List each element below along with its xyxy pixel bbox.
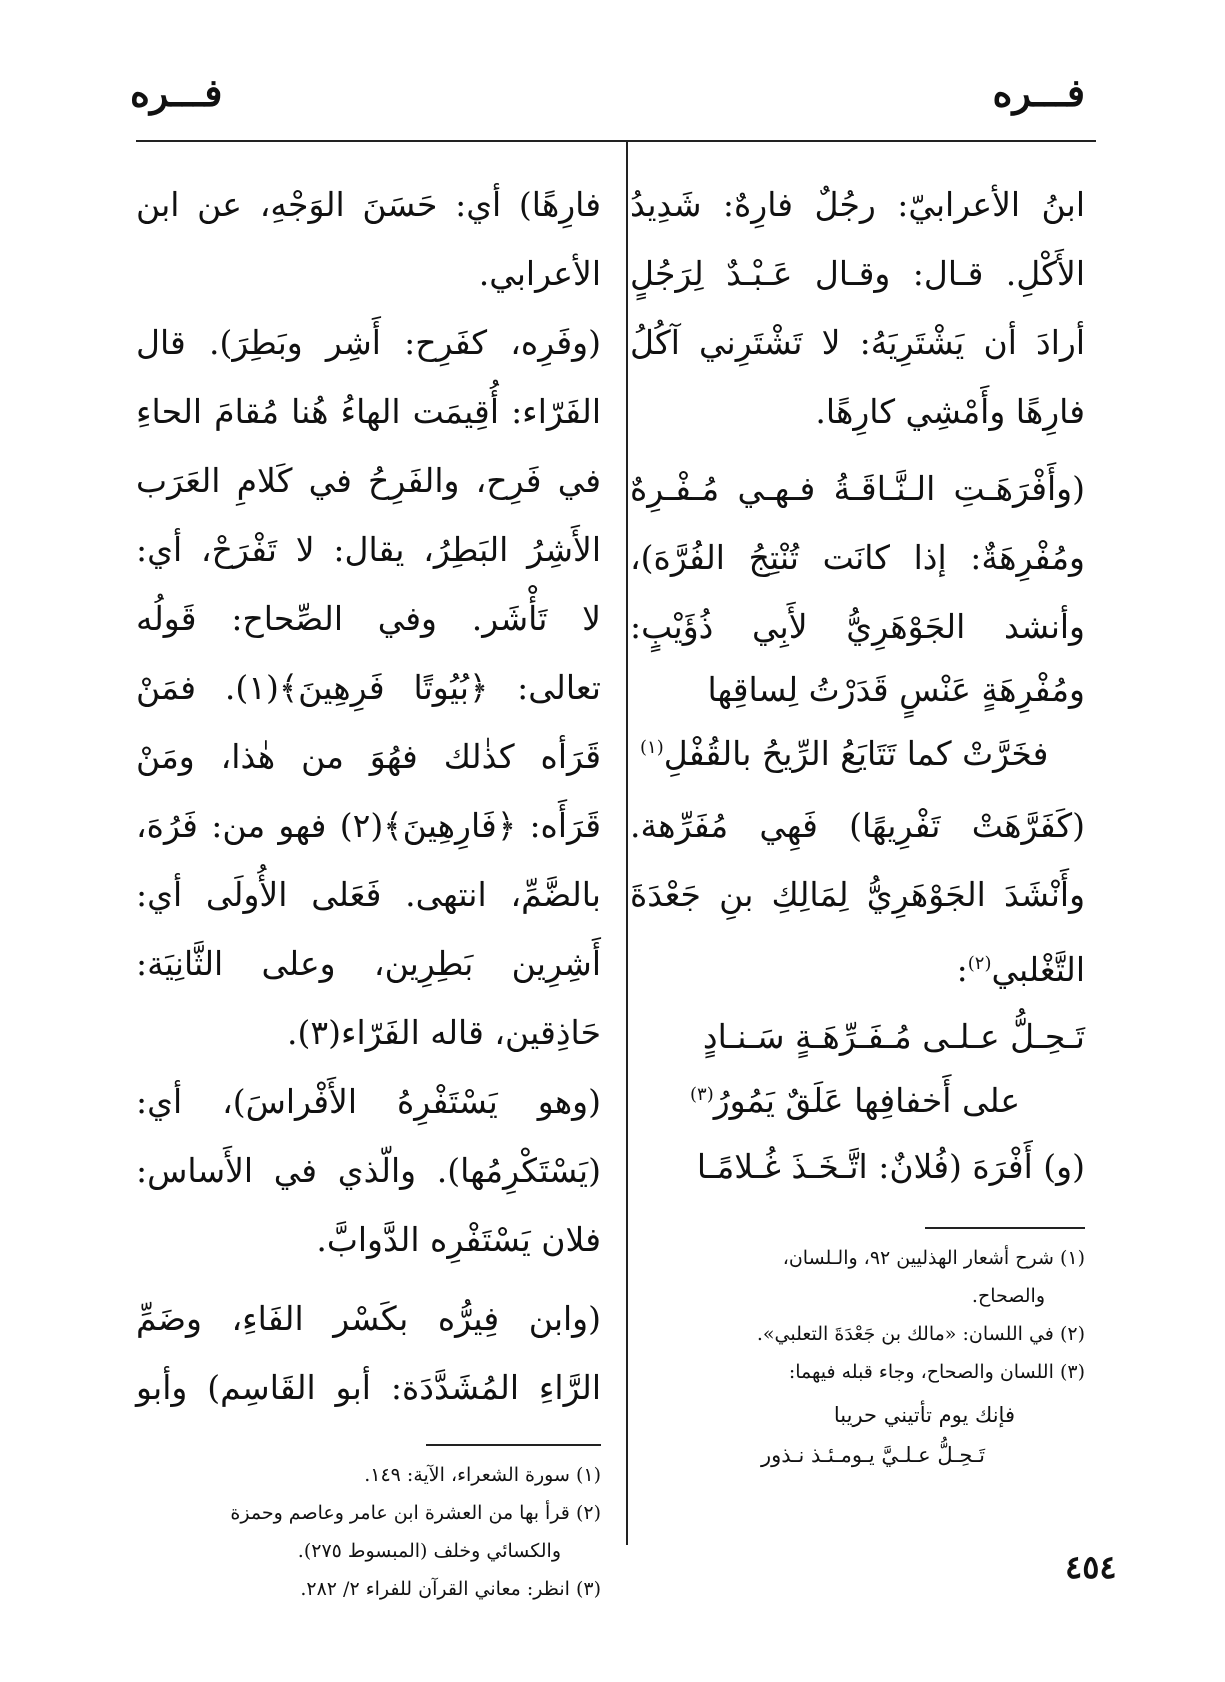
footnote-verse-hemistich: فإنك يوم تأتيني حريبا bbox=[833, 1403, 1015, 1427]
text-line: قَرَأه كذٰلك فهُوَ من هٰذا، ومَنْ bbox=[136, 737, 601, 776]
right-column bbox=[630, 170, 1085, 1475]
footnote bbox=[136, 1456, 601, 1494]
footnote-ref: (١) bbox=[640, 737, 664, 758]
running-head-right: فـــره bbox=[992, 70, 1085, 115]
footnote-number: (١) bbox=[575, 1464, 601, 1486]
running-head-left: فـــره bbox=[130, 70, 223, 115]
footnote-number: (٣) bbox=[575, 1578, 601, 1600]
footnote-number: (١) bbox=[1059, 1247, 1085, 1269]
text-line: (يَسْتَكْرِمُها). والّذي في الأَساس: bbox=[136, 1151, 601, 1190]
footnote-text: اللسان والصحاح، وجاء قبله فيهما: bbox=[788, 1361, 1054, 1383]
text-line: وأنشد الجَوْهَرِيُّ لأَبِي ذُؤَيْبٍ: bbox=[630, 607, 1085, 646]
verse-hemistich bbox=[630, 1066, 1085, 1124]
text-line: ابنُ الأعرابيّ: رجُلٌ فارِهٌ: شَدِيدُ bbox=[630, 185, 1085, 224]
text-line: (و) أَفْرَهَ (فُلانٌ: اتَّـخَـذَ غُـلامًـا bbox=[696, 1147, 1085, 1186]
footnotes bbox=[136, 1456, 601, 1608]
text-line: (كَفَرَّهَتْ تَفْرِيهًا) فَهِي مُفَرِّهة. bbox=[630, 806, 1085, 845]
text-line: فارِهًا وأَمْشِي كارِهًا. bbox=[815, 392, 1085, 431]
footnote-continuation: والكسائي وخلف (المبسوط ٢٧٥). bbox=[297, 1540, 561, 1562]
footnote-verse-hemistich: تَـحِـلُّ عـلـيَّ يـومـئـذ نـذور bbox=[761, 1443, 985, 1467]
text-line: وأَنْشَدَ الجَوْهَرِيُّ لِمَالِكِ بنِ جَعْدَةَ bbox=[630, 875, 1085, 914]
left-column bbox=[136, 170, 601, 1608]
text-line: بالضَّمِّ، انتهى. فَعَلى الأُولَى أي: bbox=[136, 875, 601, 914]
header-rule bbox=[136, 140, 1096, 142]
footnote-text: قرأ بها من العشرة ابن عامر وعاصم وحمزة bbox=[230, 1502, 570, 1524]
text-line: في فَرِح، والفَرِحُ في كَلامِ العَرَب bbox=[136, 461, 601, 500]
verse-hemistich: ومُفْرِهَةٍ عَنْسٍ قَدَرْتُ لِساقِها bbox=[707, 670, 1085, 709]
footnote-number: (٣) bbox=[1059, 1361, 1085, 1383]
text-line: (وفَرِه، كفَرِح: أَشِر وبَطِرَ). قال bbox=[136, 323, 601, 362]
verse-hemistich: تَـحِـلُّ عـلـى مُـفَـرِّهَـةٍ سَـنـادٍ bbox=[702, 1017, 1085, 1056]
text-line: الأَكْلِ. قـال: وقـال عَـبْـدٌ لِرَجُلٍ bbox=[630, 254, 1085, 293]
text-line: تعالى: ﴿بُيُوتًا فَرِهِينَ﴾(١). فمَنْ bbox=[136, 668, 601, 707]
text-line: فلان يَسْتَفْرِه الدَّوابَّ. bbox=[316, 1220, 601, 1259]
text-line: الأعرابي. bbox=[478, 254, 601, 293]
footnote-continuation: والصحاح. bbox=[971, 1285, 1045, 1307]
footnote-text: في اللسان: «مالك بن جَعْدَةَ التعلبي». bbox=[756, 1323, 1054, 1345]
text-line: (وابن فِيرُّه بكَسْر الفَاءِ، وضَمِّ bbox=[136, 1299, 601, 1338]
footnote-number: (٢) bbox=[575, 1502, 601, 1524]
column-divider bbox=[626, 140, 628, 1545]
footnote-text: شرح أشعار الهذليين ٩٢، والـلسان، bbox=[782, 1247, 1054, 1269]
verse-text: على أَخفافِها عَلَقٌ يَمُورُ bbox=[713, 1081, 1021, 1120]
text-line: الرَّاءِ المُشَدَّدَة: أبو القَاسِم) وأبو bbox=[136, 1368, 601, 1407]
footnote bbox=[136, 1570, 601, 1608]
text-line: ومُفْرِهَةٌ: إذا كانَت تُنْتِجُ الفُرَّهَ)، bbox=[630, 538, 1085, 577]
page-number: ٤٥٤ bbox=[1065, 1548, 1117, 1586]
text-line: الفَرّاء: أُقِيمَت الهاءُ هُنا مُقامَ الحاءِ bbox=[136, 392, 601, 431]
text-line: الأَشِرُ البَطِرُ، يقال: لا تَفْرَحْ، أي: bbox=[136, 530, 601, 569]
footnotes bbox=[630, 1239, 1085, 1475]
text-line: (وأَفْرَهَـتِ الـنَّـاقَـةُ فـهـي مُـفْـرِهٌ bbox=[630, 469, 1085, 508]
footnote-rule bbox=[426, 1444, 601, 1446]
text-line: فارِهًا) أي: حَسَنَ الوَجْهِ، عن ابن bbox=[136, 185, 601, 224]
verse-text: فخَرَّتْ كما تَتَايَعُ الرِّيحُ بالقُفْلِ bbox=[663, 734, 1049, 773]
text-line: (وهو يَسْتَفْرِهُ الأَفْراسَ)، أي: bbox=[136, 1082, 601, 1121]
footnote-number: (٢) bbox=[1059, 1323, 1085, 1345]
footnote-text: سورة الشعراء، الآية: ١٤٩. bbox=[364, 1464, 570, 1486]
footnote bbox=[630, 1353, 1085, 1391]
footnote-text: انظر: معاني القرآن للفراء ٢/ ٢٨٢. bbox=[300, 1578, 570, 1600]
text-fragment: التَّغْلبي bbox=[991, 950, 1085, 989]
footnote bbox=[136, 1494, 601, 1532]
text-line: لا تَأْشَر. وفي الصِّحاح: قَولُه bbox=[136, 599, 601, 638]
footnote-ref: (٣) bbox=[690, 1084, 714, 1105]
text-line: أرادَ أن يَشْتَرِيَهُ: لا تَشْتَرِني آكُلُ bbox=[630, 323, 1085, 362]
text-fragment: : bbox=[956, 950, 968, 989]
text-line: أَشِرِين بَطِرِين، وعلى الثَّانِيَة: bbox=[136, 944, 601, 983]
text-line bbox=[630, 929, 1085, 998]
footnote-ref: (٢) bbox=[967, 953, 992, 974]
verse-hemistich bbox=[630, 719, 1085, 777]
footnote-rule bbox=[925, 1227, 1085, 1229]
text-line: حَاذِقين، قاله الفَرّاء(٣). bbox=[286, 1013, 601, 1052]
text-line: قَرَأَه: ﴿فَارِهِينَ﴾(٢) فهو من: فَرُهَ، bbox=[136, 806, 602, 845]
footnote bbox=[630, 1239, 1085, 1277]
footnote bbox=[630, 1315, 1085, 1353]
